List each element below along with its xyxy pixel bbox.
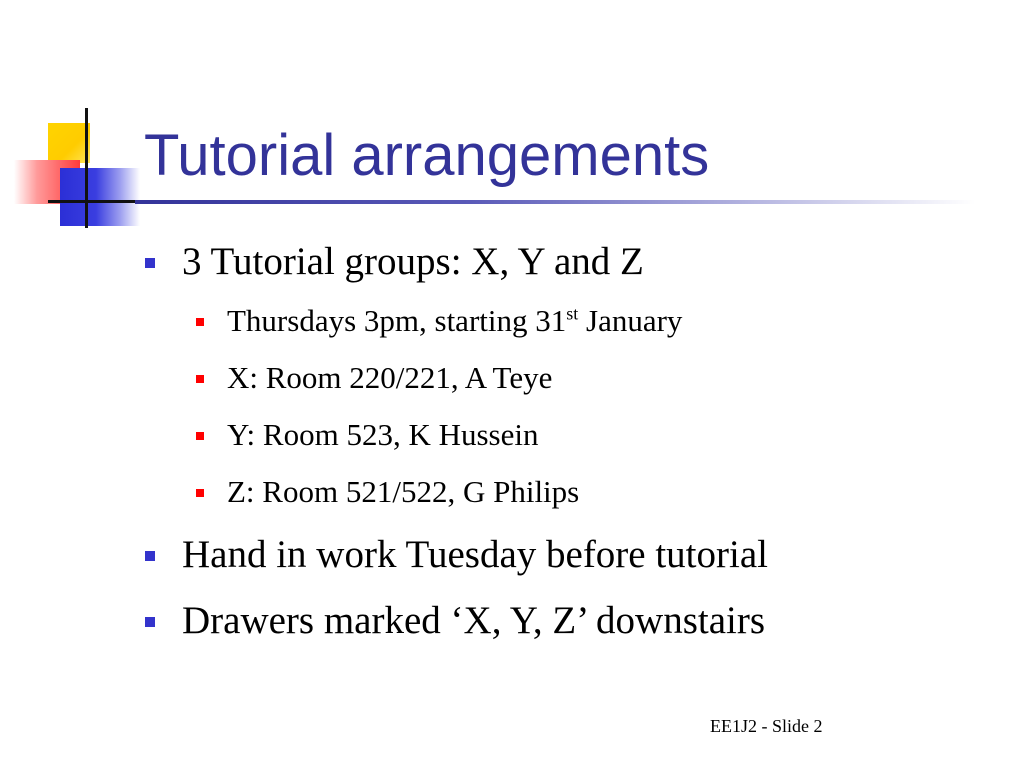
logo-horizontal-line (48, 200, 145, 203)
title-underline (135, 200, 975, 204)
ordinal-suffix: st (566, 303, 579, 324)
logo-blue-square (60, 168, 140, 226)
bullet-text: Hand in work Tuesday before tutorial (182, 533, 768, 576)
sub-bullet-text-prefix: Thursdays 3pm, starting 31 (227, 303, 567, 338)
bullet-text: 3 Tutorial groups: X, Y and Z (182, 240, 644, 283)
logo-yellow-square (48, 123, 90, 163)
square-bullet-icon (145, 551, 155, 561)
sub-bullet-text-suffix: January (578, 303, 683, 338)
sub-bullet-text: Y: Room 523, K Hussein (227, 417, 539, 452)
square-bullet-icon (196, 489, 204, 497)
logo-vertical-line (85, 108, 88, 228)
slide-title: Tutorial arrangements (144, 123, 710, 188)
bullet-text: Drawers marked ‘X, Y, Z’ downstairs (182, 599, 766, 642)
square-bullet-icon (196, 432, 204, 440)
slide-footer: EE1J2 - Slide 2 (710, 716, 823, 736)
square-bullet-icon (145, 617, 155, 627)
sub-bullet-text: X: Room 220/221, A Teye (227, 360, 553, 395)
square-bullet-icon (145, 258, 155, 268)
sub-bullet-text: Z: Room 521/522, G Philips (227, 474, 580, 509)
sub-bullet-text (227, 303, 682, 339)
square-bullet-icon (196, 318, 204, 326)
decorative-logo (10, 108, 145, 233)
square-bullet-icon (196, 375, 204, 383)
